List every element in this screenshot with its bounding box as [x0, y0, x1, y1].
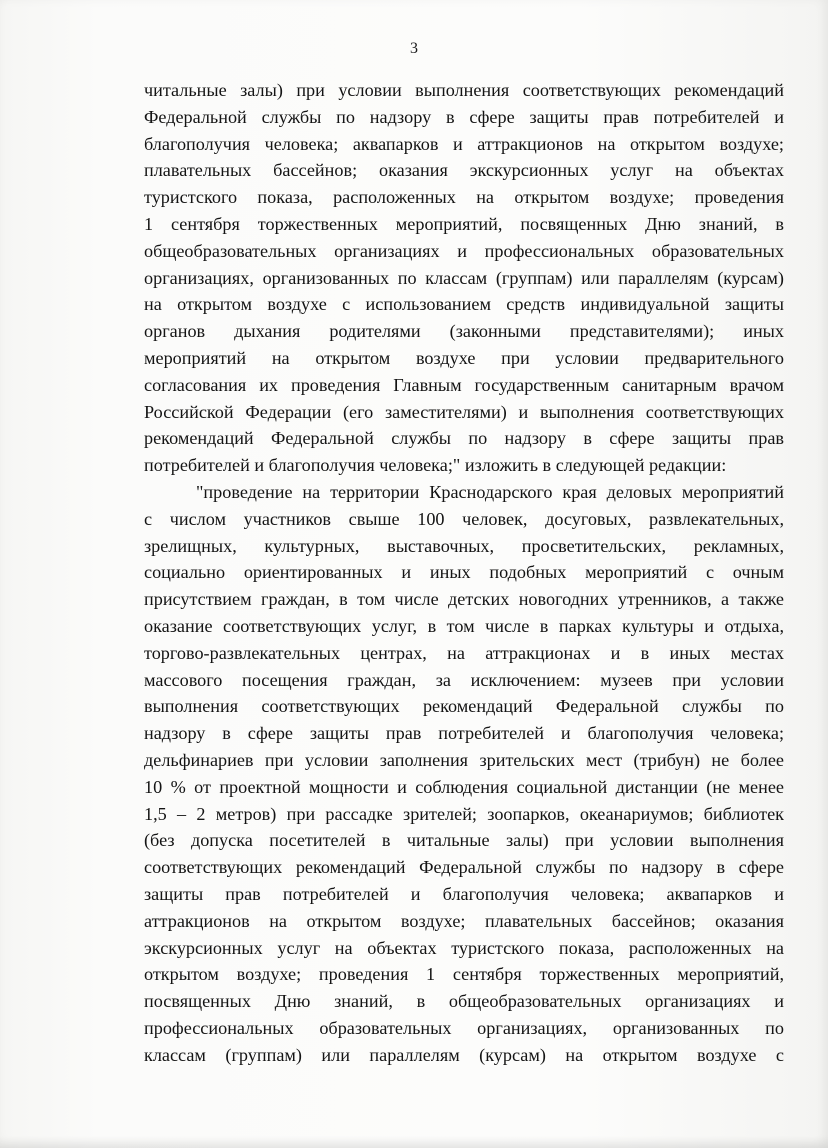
text-line: аттракционов на открытом воздухе; плавательных бассейнов; оказания — [144, 910, 784, 931]
text-line: присутствием граждан, в том числе детских новогодних утренников, а также — [144, 589, 784, 610]
text-line: выполнения соответствующих рекомендаций Федеральной службы по — [144, 696, 784, 717]
text-line: 1 сентября торжественных мероприятий, посвященных Дню знаний, в — [144, 213, 784, 234]
text-line: (без допуска посетителей в читальные залы) при условии выполнения — [144, 830, 784, 851]
text-line: 10 % от проектной мощности и соблюдения социальной дистанции (не менее — [144, 776, 784, 797]
text-line: на открытом воздухе с использованием средств индивидуальной защиты — [144, 294, 784, 315]
text-line: надзору в сфере защиты прав потребителей и благополучия человека; — [144, 723, 784, 744]
text-line: туристского показа, расположенных на открытом воздухе; проведения — [144, 187, 784, 208]
text-line: читальные залы) при условии выполнения соответствующих рекомендаций — [144, 80, 784, 100]
text-line: Российской Федерации (его заместителями) и выполнения соответствующих — [144, 401, 784, 422]
text-line: зрелищных, культурных, выставочных, просветительских, рекламных, — [144, 535, 784, 556]
text-line: плавательных бассейнов; оказания экскурсионных услуг на объектах — [144, 160, 784, 181]
text-line: органов дыхания родителями (законными представителями); иных — [144, 321, 784, 342]
text-line: дельфинариев при условии заполнения зрительских мест (трибун) не более — [144, 749, 784, 770]
text-line: соответствующих рекомендаций Федеральной службы по надзору в сфере — [144, 857, 784, 878]
text-line: социально ориентированных и иных подобных мероприятий с очным — [144, 562, 784, 583]
text-line: благополучия человека; аквапарков и аттракционов на открытом воздухе; — [144, 133, 784, 154]
text-line: организациях, организованных по классам (группам) или параллелям (курсам) — [144, 267, 784, 288]
text-line: открытом воздухе; проведения 1 сентября торжественных мероприятий, — [144, 964, 784, 985]
text-line: классам (группам) или параллелям (курсам) на открытом воздухе с — [144, 1044, 784, 1065]
text-line: торгово-развлекательных центрах, на аттракционах и в иных местах — [144, 642, 784, 663]
page-number: 3 — [410, 40, 418, 57]
text-line: 1,5 – 2 метров) при рассадке зрителей; зоопарков, океанариумов; библиотек — [144, 803, 784, 824]
text-line: экскурсионных услуг на объектах туристского показа, расположенных на — [144, 937, 784, 958]
text-line: мероприятий на открытом воздухе при условии предварительного — [144, 347, 784, 368]
text-line: профессиональных образовательных организациях, организованных по — [144, 1017, 784, 1038]
text-line: "проведение на территории Краснодарского края деловых мероприятий — [196, 481, 784, 502]
text-line: посвященных Дню знаний, в общеобразовательных организациях и — [144, 991, 784, 1012]
text-line: оказание соответствующих услуг, в том числе в парках культуры и отдыха, — [144, 615, 784, 636]
text-line: Федеральной службы по надзору в сфере защиты прав потребителей и — [144, 106, 784, 127]
text-line: защиты прав потребителей и благополучия человека; аквапарков и — [144, 883, 784, 904]
text-line: с числом участников свыше 100 человек, досуговых, развлекательных, — [144, 508, 784, 529]
text-line: общеобразовательных организациях и профессиональных образовательных — [144, 240, 784, 261]
text-line: согласования их проведения Главным государственным санитарным врачом — [144, 374, 784, 395]
body-text — [144, 77, 784, 1068]
text-line: массового посещения граждан, за исключением: музеев при условии — [144, 669, 784, 690]
page-bottom-edge — [0, 1136, 828, 1148]
text-line: потребителей и благополучия человека;" изложить в следующей редакции: — [144, 455, 727, 476]
text-line: рекомендаций Федеральной службы по надзору в сфере защиты прав — [144, 428, 784, 449]
